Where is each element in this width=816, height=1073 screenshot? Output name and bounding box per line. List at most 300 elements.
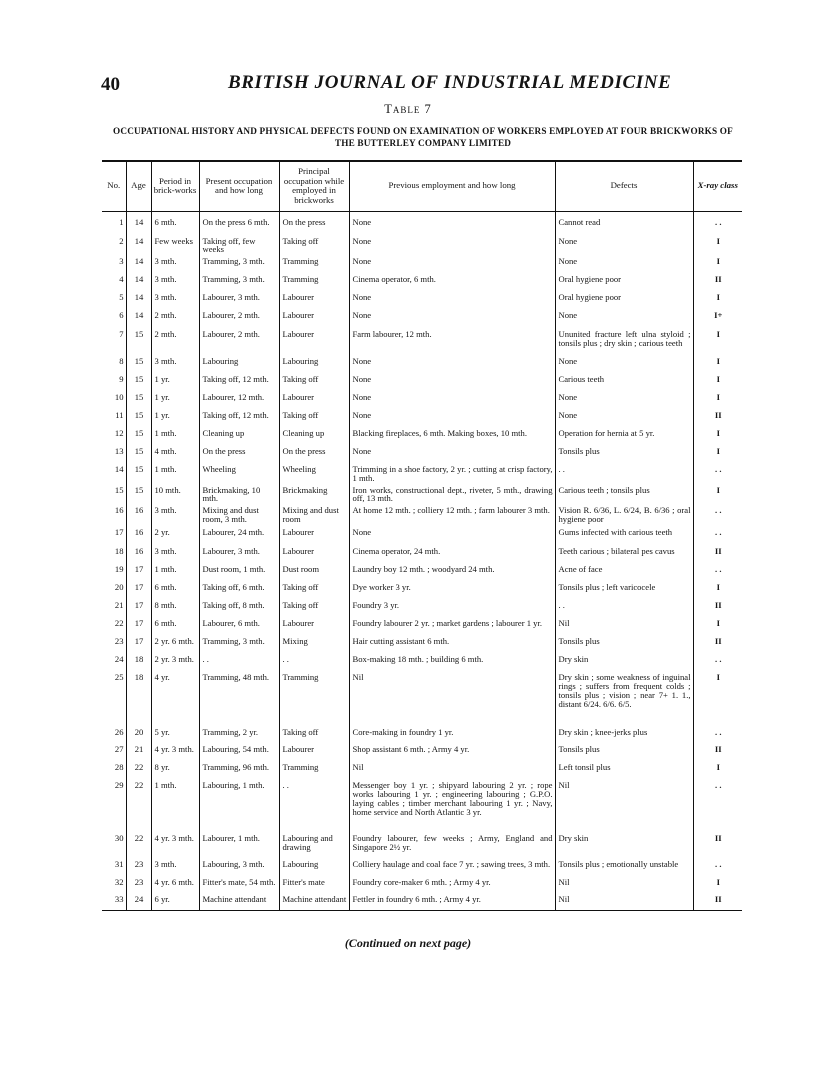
- cell-xray: I: [716, 235, 720, 246]
- cell-no: 2: [102, 234, 126, 255]
- cell-no: 11: [102, 408, 126, 426]
- table-row: [102, 372, 742, 390]
- cell-age: 17: [126, 562, 151, 580]
- cell-defects: Gums infected with carious teeth: [555, 525, 693, 544]
- cell-xray: . .: [715, 505, 722, 516]
- cell-period: 1 yr.: [151, 390, 199, 408]
- cell-xray: II: [714, 636, 722, 647]
- cell-defects: None: [555, 354, 693, 372]
- table-row: [102, 354, 742, 372]
- cell-period: 6 mth.: [151, 616, 199, 634]
- cell-previous: At home 12 mth. ; colliery 12 mth. ; farm labourer 3 mth.: [349, 503, 555, 525]
- cell-previous: None: [349, 372, 555, 390]
- table-row: [102, 652, 742, 670]
- cell-present: Cleaning up: [199, 426, 279, 444]
- table-row: [102, 544, 742, 562]
- cell-principal: Tramming: [279, 272, 349, 290]
- cell-xray: . .: [715, 527, 722, 538]
- cell-previous: None: [349, 525, 555, 544]
- cell-defects: Teeth carious ; bilateral pes cavus: [555, 544, 693, 562]
- cell-xray: II: [714, 833, 722, 844]
- cell-previous: Fettler in foundry 6 mth. ; Army 4 yr.: [349, 892, 555, 910]
- cell-no: 3: [102, 254, 126, 272]
- column-header: X-ray class: [693, 161, 742, 212]
- cell-age: 24: [126, 892, 151, 910]
- cell-age: 15: [126, 462, 151, 483]
- cell-age: 15: [126, 390, 151, 408]
- cell-no: 4: [102, 272, 126, 290]
- page-number: 40: [101, 74, 120, 95]
- cell-principal: Labouring and drawing: [279, 831, 349, 857]
- cell-defects: Acne of face: [555, 562, 693, 580]
- cell-no: 16: [102, 503, 126, 525]
- cell-period: 5 yr.: [151, 725, 199, 742]
- cell-present: Labourer, 3 mth.: [199, 290, 279, 308]
- cell-defects: Carious teeth ; tonsils plus: [555, 483, 693, 504]
- cell-defects: Nil: [555, 616, 693, 634]
- cell-present: Wheeling: [199, 462, 279, 483]
- cell-present: Taking off, 12 mth.: [199, 408, 279, 426]
- cell-principal: Labourer: [279, 327, 349, 354]
- cell-xray: . .: [715, 859, 722, 870]
- table-row: [102, 831, 742, 857]
- cell-defects: . .: [555, 598, 693, 616]
- table-row: [102, 483, 742, 504]
- cell-defects: Dry skin ; some weakness of inguinal rings ; suffers from frequent colds ; tonsils plus ; vision ; near 7+ 1. 1., distant 6/24. 6/6. 6/5.: [555, 670, 693, 725]
- cell-previous: Foundry core-maker 6 mth. ; Army 4 yr.: [349, 875, 555, 892]
- table-row: [102, 562, 742, 580]
- cell-xray: . .: [715, 727, 722, 738]
- cell-previous: None: [349, 444, 555, 462]
- cell-no: 1: [102, 212, 126, 234]
- cell-previous: None: [349, 408, 555, 426]
- cell-no: 12: [102, 426, 126, 444]
- cell-principal: Labourer: [279, 544, 349, 562]
- table-row: [102, 327, 742, 354]
- cell-defects: Nil: [555, 875, 693, 892]
- cell-age: 15: [126, 327, 151, 354]
- cell-defects: Dry skin: [555, 652, 693, 670]
- cell-xray: II: [714, 410, 722, 421]
- cell-period: 1 yr.: [151, 408, 199, 426]
- cell-period: 10 mth.: [151, 483, 199, 504]
- cell-period: 3 mth.: [151, 354, 199, 372]
- cell-previous: Colliery haulage and coal face 7 yr. ; sawing trees, 3 mth.: [349, 857, 555, 875]
- cell-no: 6: [102, 308, 126, 327]
- cell-age: 14: [126, 308, 151, 327]
- cell-present: Taking off, few weeks: [199, 234, 279, 255]
- cell-no: 30: [102, 831, 126, 857]
- journal-title: BRITISH JOURNAL OF INDUSTRIAL MEDICINE: [228, 72, 672, 93]
- cell-period: 2 mth.: [151, 308, 199, 327]
- cell-age: 22: [126, 831, 151, 857]
- cell-previous: Nil: [349, 760, 555, 778]
- cell-age: 15: [126, 408, 151, 426]
- cell-no: 24: [102, 652, 126, 670]
- cell-age: 16: [126, 544, 151, 562]
- cell-present: . .: [199, 652, 279, 670]
- cell-present: Mixing and dust room, 3 mth.: [199, 503, 279, 525]
- cell-principal: Taking off: [279, 580, 349, 598]
- cell-previous: None: [349, 354, 555, 372]
- cell-present: Labouring: [199, 354, 279, 372]
- cell-xray: II: [714, 894, 722, 905]
- cell-present: Tramming, 3 mth.: [199, 254, 279, 272]
- cell-age: 14: [126, 212, 151, 234]
- cell-present: Labouring, 54 mth.: [199, 742, 279, 760]
- cell-principal: Labouring: [279, 354, 349, 372]
- cell-xray: I: [716, 428, 720, 439]
- cell-no: 7: [102, 327, 126, 354]
- cell-period: 1 yr.: [151, 372, 199, 390]
- cell-previous: Foundry labourer 2 yr. ; market gardens ; labourer 1 yr.: [349, 616, 555, 634]
- cell-age: 18: [126, 670, 151, 725]
- cell-previous: Box-making 18 mth. ; building 6 mth.: [349, 652, 555, 670]
- cell-principal: . .: [279, 778, 349, 831]
- cell-previous: Laundry boy 12 mth. ; woodyard 24 mth.: [349, 562, 555, 580]
- cell-principal: . .: [279, 652, 349, 670]
- cell-xray: II: [714, 600, 722, 611]
- cell-present: Machine attendant: [199, 892, 279, 910]
- table-row: [102, 778, 742, 831]
- cell-principal: Labouring: [279, 857, 349, 875]
- cell-no: 31: [102, 857, 126, 875]
- cell-present: Labourer, 12 mth.: [199, 390, 279, 408]
- cell-previous: None: [349, 254, 555, 272]
- cell-principal: Labourer: [279, 616, 349, 634]
- cell-principal: Taking off: [279, 408, 349, 426]
- cell-principal: Labourer: [279, 308, 349, 327]
- cell-age: 14: [126, 272, 151, 290]
- table-row: [102, 308, 742, 327]
- cell-present: Taking off, 8 mth.: [199, 598, 279, 616]
- cell-defects: Dry skin ; knee-jerks plus: [555, 725, 693, 742]
- cell-xray: I: [716, 446, 720, 457]
- cell-defects: Cannot read: [555, 212, 693, 234]
- cell-xray: . .: [715, 464, 722, 475]
- cell-present: Tramming, 48 mth.: [199, 670, 279, 725]
- cell-defects: Tonsils plus: [555, 634, 693, 652]
- cell-no: 21: [102, 598, 126, 616]
- cell-no: 10: [102, 390, 126, 408]
- cell-no: 9: [102, 372, 126, 390]
- cell-period: 2 mth.: [151, 327, 199, 354]
- cell-age: 23: [126, 857, 151, 875]
- cell-principal: Labourer: [279, 390, 349, 408]
- table-row: [102, 408, 742, 426]
- table-label: Table 7: [384, 102, 432, 116]
- cell-xray: I: [716, 672, 720, 683]
- cell-no: 22: [102, 616, 126, 634]
- table-row: [102, 892, 742, 910]
- table-row: [102, 670, 742, 725]
- cell-age: 14: [126, 254, 151, 272]
- table-row: [102, 634, 742, 652]
- table-row: [102, 390, 742, 408]
- continued-note: (Continued on next page): [344, 936, 472, 950]
- cell-period: 3 mth.: [151, 503, 199, 525]
- cell-no: 17: [102, 525, 126, 544]
- cell-principal: On the press: [279, 444, 349, 462]
- table-row: [102, 503, 742, 525]
- cell-principal: Wheeling: [279, 462, 349, 483]
- cell-xray: I: [716, 392, 720, 403]
- cell-previous: Core-making in foundry 1 yr.: [349, 725, 555, 742]
- cell-period: 4 yr.: [151, 670, 199, 725]
- cell-no: 26: [102, 725, 126, 742]
- cell-age: 15: [126, 426, 151, 444]
- column-header: Defects: [555, 161, 693, 212]
- cell-previous: Shop assistant 6 mth. ; Army 4 yr.: [349, 742, 555, 760]
- cell-previous: Blacking fireplaces, 6 mth. Making boxes, 10 mth.: [349, 426, 555, 444]
- cell-no: 33: [102, 892, 126, 910]
- cell-previous: None: [349, 212, 555, 234]
- table-row: [102, 760, 742, 778]
- cell-defects: Nil: [555, 778, 693, 831]
- cell-present: Dust room, 1 mth.: [199, 562, 279, 580]
- cell-xray: . .: [715, 780, 722, 791]
- cell-defects: Tonsils plus: [555, 444, 693, 462]
- table-row: [102, 725, 742, 742]
- cell-age: 20: [126, 725, 151, 742]
- cell-principal: Taking off: [279, 372, 349, 390]
- cell-present: Fitter's mate, 54 mth.: [199, 875, 279, 892]
- cell-period: 8 mth.: [151, 598, 199, 616]
- cell-principal: Taking off: [279, 234, 349, 255]
- cell-present: Tramming, 3 mth.: [199, 634, 279, 652]
- cell-present: Labouring, 3 mth.: [199, 857, 279, 875]
- cell-xray: I: [716, 356, 720, 367]
- cell-defects: Nil: [555, 892, 693, 910]
- cell-xray: II: [714, 744, 722, 755]
- cell-principal: Labourer: [279, 742, 349, 760]
- cell-period: 1 mth.: [151, 426, 199, 444]
- occupational-history-table: [102, 160, 742, 911]
- cell-no: 28: [102, 760, 126, 778]
- table-row: [102, 444, 742, 462]
- cell-present: Tramming, 96 mth.: [199, 760, 279, 778]
- cell-period: 4 yr. 3 mth.: [151, 831, 199, 857]
- cell-no: 27: [102, 742, 126, 760]
- table-row: [102, 462, 742, 483]
- cell-present: On the press: [199, 444, 279, 462]
- cell-previous: Nil: [349, 670, 555, 725]
- table-row: [102, 875, 742, 892]
- cell-previous: Messenger boy 1 yr. ; shipyard labouring 2 yr. ; rope works labouring 1 yr. ; engineering labouring ; G.P.O. laying cables ; timber merchant labouring 1 yr. ; Navy, home service and North Atlantic 3 yr.: [349, 778, 555, 831]
- cell-period: 3 mth.: [151, 254, 199, 272]
- table-row: [102, 254, 742, 272]
- table-row: [102, 580, 742, 598]
- cell-no: 32: [102, 875, 126, 892]
- cell-previous: Farm labourer, 12 mth.: [349, 327, 555, 354]
- column-header: No.: [102, 161, 126, 212]
- cell-no: 18: [102, 544, 126, 562]
- cell-xray: I: [716, 329, 720, 340]
- cell-period: 1 mth.: [151, 462, 199, 483]
- cell-defects: None: [555, 390, 693, 408]
- column-header: Present occupation and how long: [199, 161, 279, 212]
- cell-previous: Foundry labourer, few weeks ; Army, England and Singapore 2½ yr.: [349, 831, 555, 857]
- cell-defects: Tonsils plus ; left varicocele: [555, 580, 693, 598]
- cell-no: 19: [102, 562, 126, 580]
- cell-period: 6 mth.: [151, 212, 199, 234]
- cell-defects: Oral hygiene poor: [555, 290, 693, 308]
- cell-principal: Tramming: [279, 254, 349, 272]
- cell-defects: Dry skin: [555, 831, 693, 857]
- cell-period: 2 yr.: [151, 525, 199, 544]
- cell-present: Brickmaking, 10 mth.: [199, 483, 279, 504]
- cell-no: 14: [102, 462, 126, 483]
- cell-period: 6 yr.: [151, 892, 199, 910]
- cell-present: Labouring, 1 mth.: [199, 778, 279, 831]
- cell-defects: Oral hygiene poor: [555, 272, 693, 290]
- cell-age: 14: [126, 290, 151, 308]
- cell-principal: Fitter's mate: [279, 875, 349, 892]
- cell-age: 15: [126, 483, 151, 504]
- cell-present: Labourer, 2 mth.: [199, 308, 279, 327]
- cell-defects: None: [555, 308, 693, 327]
- cell-principal: On the press: [279, 212, 349, 234]
- cell-xray: I: [716, 877, 720, 888]
- cell-principal: Mixing: [279, 634, 349, 652]
- cell-present: Taking off, 6 mth.: [199, 580, 279, 598]
- cell-principal: Taking off: [279, 598, 349, 616]
- table-body: [102, 212, 742, 911]
- cell-xray: II: [714, 274, 722, 285]
- cell-defects: None: [555, 234, 693, 255]
- cell-xray: I: [716, 582, 720, 593]
- cell-xray: II: [714, 546, 722, 557]
- cell-period: 3 mth.: [151, 272, 199, 290]
- cell-present: Labourer, 2 mth.: [199, 327, 279, 354]
- cell-xray: I: [716, 256, 720, 267]
- cell-period: 3 mth.: [151, 290, 199, 308]
- cell-previous: Foundry 3 yr.: [349, 598, 555, 616]
- cell-no: 13: [102, 444, 126, 462]
- table-row: [102, 742, 742, 760]
- cell-previous: Dye worker 3 yr.: [349, 580, 555, 598]
- table-row: [102, 598, 742, 616]
- cell-age: 17: [126, 580, 151, 598]
- table-row: [102, 426, 742, 444]
- table-row: [102, 212, 742, 234]
- cell-age: 14: [126, 234, 151, 255]
- cell-age: 15: [126, 354, 151, 372]
- table-row: [102, 234, 742, 255]
- cell-previous: None: [349, 234, 555, 255]
- cell-period: 4 yr. 3 mth.: [151, 742, 199, 760]
- cell-age: 23: [126, 875, 151, 892]
- cell-principal: Taking off: [279, 725, 349, 742]
- cell-age: 15: [126, 372, 151, 390]
- cell-period: 3 mth.: [151, 857, 199, 875]
- cell-period: 2 yr. 3 mth.: [151, 652, 199, 670]
- cell-no: 25: [102, 670, 126, 725]
- cell-no: 23: [102, 634, 126, 652]
- cell-no: 5: [102, 290, 126, 308]
- cell-present: Tramming, 3 mth.: [199, 272, 279, 290]
- cell-defects: Operation for hernia at 5 yr.: [555, 426, 693, 444]
- table-row: [102, 857, 742, 875]
- cell-present: Labourer, 24 mth.: [199, 525, 279, 544]
- cell-age: 15: [126, 444, 151, 462]
- cell-period: 8 yr.: [151, 760, 199, 778]
- cell-xray: I: [716, 292, 720, 303]
- cell-present: On the press 6 mth.: [199, 212, 279, 234]
- cell-defects: Ununited fracture left ulna styloid ; tonsils plus ; dry skin ; carious teeth: [555, 327, 693, 354]
- cell-present: Tramming, 2 yr.: [199, 725, 279, 742]
- cell-principal: Cleaning up: [279, 426, 349, 444]
- table-row: [102, 525, 742, 544]
- cell-defects: Vision R. 6/36, L. 6/24, B. 6/36 ; oral hygiene poor: [555, 503, 693, 525]
- cell-principal: Brickmaking: [279, 483, 349, 504]
- cell-previous: Cinema operator, 24 mth.: [349, 544, 555, 562]
- cell-no: 29: [102, 778, 126, 831]
- cell-principal: Labourer: [279, 290, 349, 308]
- cell-age: 17: [126, 598, 151, 616]
- table-header-row: [102, 161, 742, 212]
- cell-defects: Tonsils plus ; emotionally unstable: [555, 857, 693, 875]
- cell-age: 16: [126, 503, 151, 525]
- cell-period: 4 mth.: [151, 444, 199, 462]
- cell-previous: Iron works, constructional dept., riveter, 5 mth., drawing off, 13 mth.: [349, 483, 555, 504]
- cell-defects: . .: [555, 462, 693, 483]
- cell-no: 15: [102, 483, 126, 504]
- cell-previous: Trimming in a shoe factory, 2 yr. ; cutting at crisp factory, 1 mth.: [349, 462, 555, 483]
- cell-period: 1 mth.: [151, 562, 199, 580]
- cell-age: 22: [126, 760, 151, 778]
- cell-age: 17: [126, 616, 151, 634]
- cell-age: 21: [126, 742, 151, 760]
- cell-principal: Machine attendant: [279, 892, 349, 910]
- cell-xray: I: [716, 762, 720, 773]
- cell-xray: . .: [715, 564, 722, 575]
- cell-xray: I: [716, 374, 720, 385]
- table-row: [102, 290, 742, 308]
- cell-principal: Labourer: [279, 525, 349, 544]
- column-header: Principal occupation while employed in brickworks: [279, 161, 349, 212]
- cell-present: Taking off, 12 mth.: [199, 372, 279, 390]
- cell-defects: Carious teeth: [555, 372, 693, 390]
- cell-previous: Hair cutting assistant 6 mth.: [349, 634, 555, 652]
- cell-previous: None: [349, 308, 555, 327]
- cell-principal: Dust room: [279, 562, 349, 580]
- cell-period: 4 yr. 6 mth.: [151, 875, 199, 892]
- cell-xray: I+: [714, 310, 723, 321]
- cell-period: 6 mth.: [151, 580, 199, 598]
- column-header: Period in brick-works: [151, 161, 199, 212]
- cell-age: 16: [126, 525, 151, 544]
- cell-xray: . .: [715, 654, 722, 665]
- cell-no: 8: [102, 354, 126, 372]
- cell-present: Labourer, 6 mth.: [199, 616, 279, 634]
- cell-period: 2 yr. 6 mth.: [151, 634, 199, 652]
- cell-defects: None: [555, 254, 693, 272]
- cell-age: 22: [126, 778, 151, 831]
- cell-period: 1 mth.: [151, 778, 199, 831]
- cell-age: 18: [126, 652, 151, 670]
- cell-principal: Mixing and dust room: [279, 503, 349, 525]
- cell-defects: Left tonsil plus: [555, 760, 693, 778]
- cell-no: 20: [102, 580, 126, 598]
- column-header: Age: [126, 161, 151, 212]
- cell-previous: None: [349, 390, 555, 408]
- cell-present: Labourer, 1 mth.: [199, 831, 279, 857]
- cell-xray: . .: [715, 217, 722, 227]
- cell-age: 17: [126, 634, 151, 652]
- cell-period: 3 mth.: [151, 544, 199, 562]
- cell-previous: Cinema operator, 6 mth.: [349, 272, 555, 290]
